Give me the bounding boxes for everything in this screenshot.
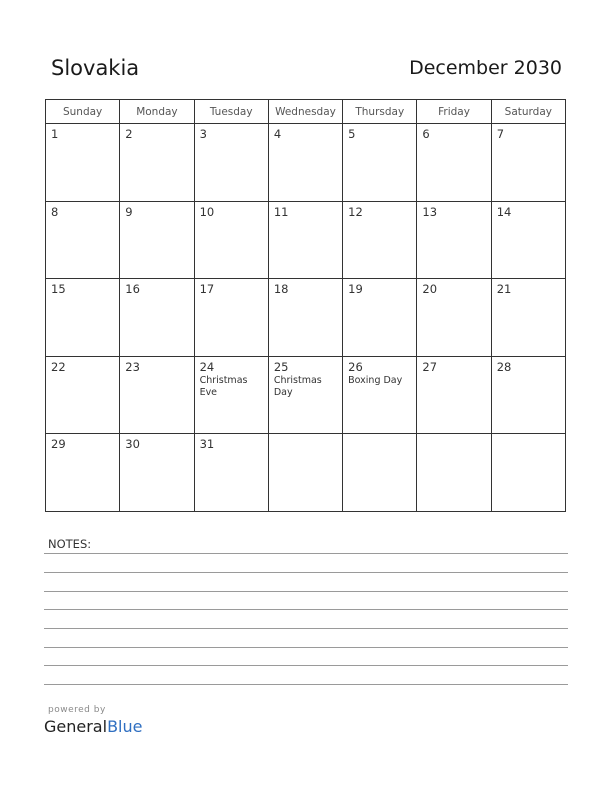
day-number: 14 bbox=[496, 204, 512, 219]
notes-label: NOTES: bbox=[48, 537, 92, 551]
day-cell bbox=[417, 279, 491, 357]
weekday-header: Thursday bbox=[343, 100, 417, 124]
day-number: 8 bbox=[51, 204, 59, 219]
weekday-header: Sunday bbox=[46, 100, 120, 124]
day-number: 18 bbox=[273, 282, 289, 297]
day-number: 26 bbox=[348, 359, 363, 374]
day-cell bbox=[343, 124, 417, 202]
notes-line bbox=[44, 684, 568, 685]
day-cell bbox=[194, 279, 268, 357]
day-cell bbox=[491, 201, 565, 279]
week-row bbox=[46, 434, 566, 512]
day-number: 29 bbox=[51, 437, 66, 452]
calendar-grid bbox=[45, 99, 566, 512]
day-number: 13 bbox=[422, 204, 438, 219]
day-cell bbox=[417, 201, 491, 279]
day-number: 5 bbox=[348, 127, 356, 141]
day-cell bbox=[417, 356, 491, 434]
weekday-header: Friday bbox=[417, 100, 491, 124]
day-number: 24 bbox=[199, 359, 215, 374]
day-cell bbox=[268, 279, 342, 357]
day-number: 23 bbox=[125, 359, 140, 374]
day-number: 25 bbox=[273, 359, 289, 374]
notes-line bbox=[44, 628, 568, 629]
day-cell bbox=[120, 356, 194, 434]
day-number: 28 bbox=[496, 359, 512, 374]
week-row bbox=[46, 124, 566, 202]
day-number: 2 bbox=[125, 127, 133, 141]
day-cell bbox=[194, 124, 268, 202]
day-cell bbox=[491, 124, 565, 202]
week-row bbox=[46, 201, 566, 279]
week-row bbox=[46, 356, 566, 434]
day-number: 21 bbox=[496, 282, 512, 297]
day-cell bbox=[343, 356, 417, 434]
day-cell bbox=[491, 356, 565, 434]
day-number: 22 bbox=[51, 359, 66, 374]
day-number: 7 bbox=[496, 127, 505, 141]
day-number: 30 bbox=[125, 437, 140, 452]
day-cell bbox=[417, 434, 491, 512]
day-cell bbox=[491, 434, 565, 512]
day-cell bbox=[194, 201, 268, 279]
notes-line bbox=[44, 609, 568, 610]
day-number: 4 bbox=[273, 127, 282, 141]
day-cell bbox=[268, 201, 342, 279]
day-cell bbox=[120, 124, 194, 202]
week-row bbox=[46, 279, 566, 357]
day-cell bbox=[268, 434, 342, 512]
day-cell bbox=[194, 356, 268, 434]
holiday-label: Christmas Day bbox=[273, 374, 322, 398]
day-number: 12 bbox=[348, 204, 363, 219]
day-number: 3 bbox=[199, 127, 207, 141]
notes-line bbox=[44, 591, 568, 592]
day-number: 11 bbox=[273, 204, 289, 219]
day-number: 1 bbox=[51, 127, 59, 141]
day-number: 9 bbox=[125, 204, 133, 219]
day-number: 15 bbox=[51, 282, 66, 297]
day-cell bbox=[343, 279, 417, 357]
day-cell bbox=[268, 356, 342, 434]
day-cell bbox=[120, 434, 194, 512]
day-number: 6 bbox=[422, 127, 430, 141]
day-number: 16 bbox=[125, 282, 140, 297]
day-cell bbox=[417, 124, 491, 202]
day-number: 17 bbox=[199, 282, 215, 297]
day-number: 10 bbox=[199, 204, 215, 219]
day-cell bbox=[46, 279, 120, 357]
generalblue-logo bbox=[44, 717, 142, 736]
month-year-title: December 2030 bbox=[409, 57, 562, 79]
day-number: 31 bbox=[199, 437, 215, 452]
calendar-body bbox=[46, 124, 566, 512]
notes-line bbox=[44, 572, 568, 573]
day-cell bbox=[268, 124, 342, 202]
day-cell bbox=[120, 279, 194, 357]
holiday-label: Boxing Day bbox=[348, 374, 403, 386]
day-cell bbox=[491, 279, 565, 357]
weekday-header: Tuesday bbox=[194, 100, 268, 124]
weekday-header: Wednesday bbox=[268, 100, 342, 124]
day-cell bbox=[46, 434, 120, 512]
day-number: 27 bbox=[422, 359, 438, 374]
day-cell bbox=[343, 201, 417, 279]
weekday-header-row bbox=[46, 100, 566, 124]
country-title: Slovakia bbox=[51, 56, 140, 80]
notes-line bbox=[44, 665, 568, 666]
day-cell bbox=[120, 201, 194, 279]
day-cell bbox=[46, 201, 120, 279]
holiday-label: Christmas Eve bbox=[199, 374, 248, 398]
day-number: 20 bbox=[422, 282, 438, 297]
day-cell bbox=[194, 434, 268, 512]
logo-general-text: General bbox=[44, 717, 108, 736]
day-cell bbox=[46, 124, 120, 202]
notes-line bbox=[44, 553, 568, 554]
weekday-header: Monday bbox=[120, 100, 194, 124]
logo-blue-text: Blue bbox=[107, 717, 143, 736]
powered-by-text: powered by bbox=[48, 705, 106, 715]
day-number: 19 bbox=[348, 282, 363, 297]
notes-line bbox=[44, 647, 568, 648]
day-cell bbox=[343, 434, 417, 512]
day-cell bbox=[46, 356, 120, 434]
weekday-header: Saturday bbox=[491, 100, 565, 124]
